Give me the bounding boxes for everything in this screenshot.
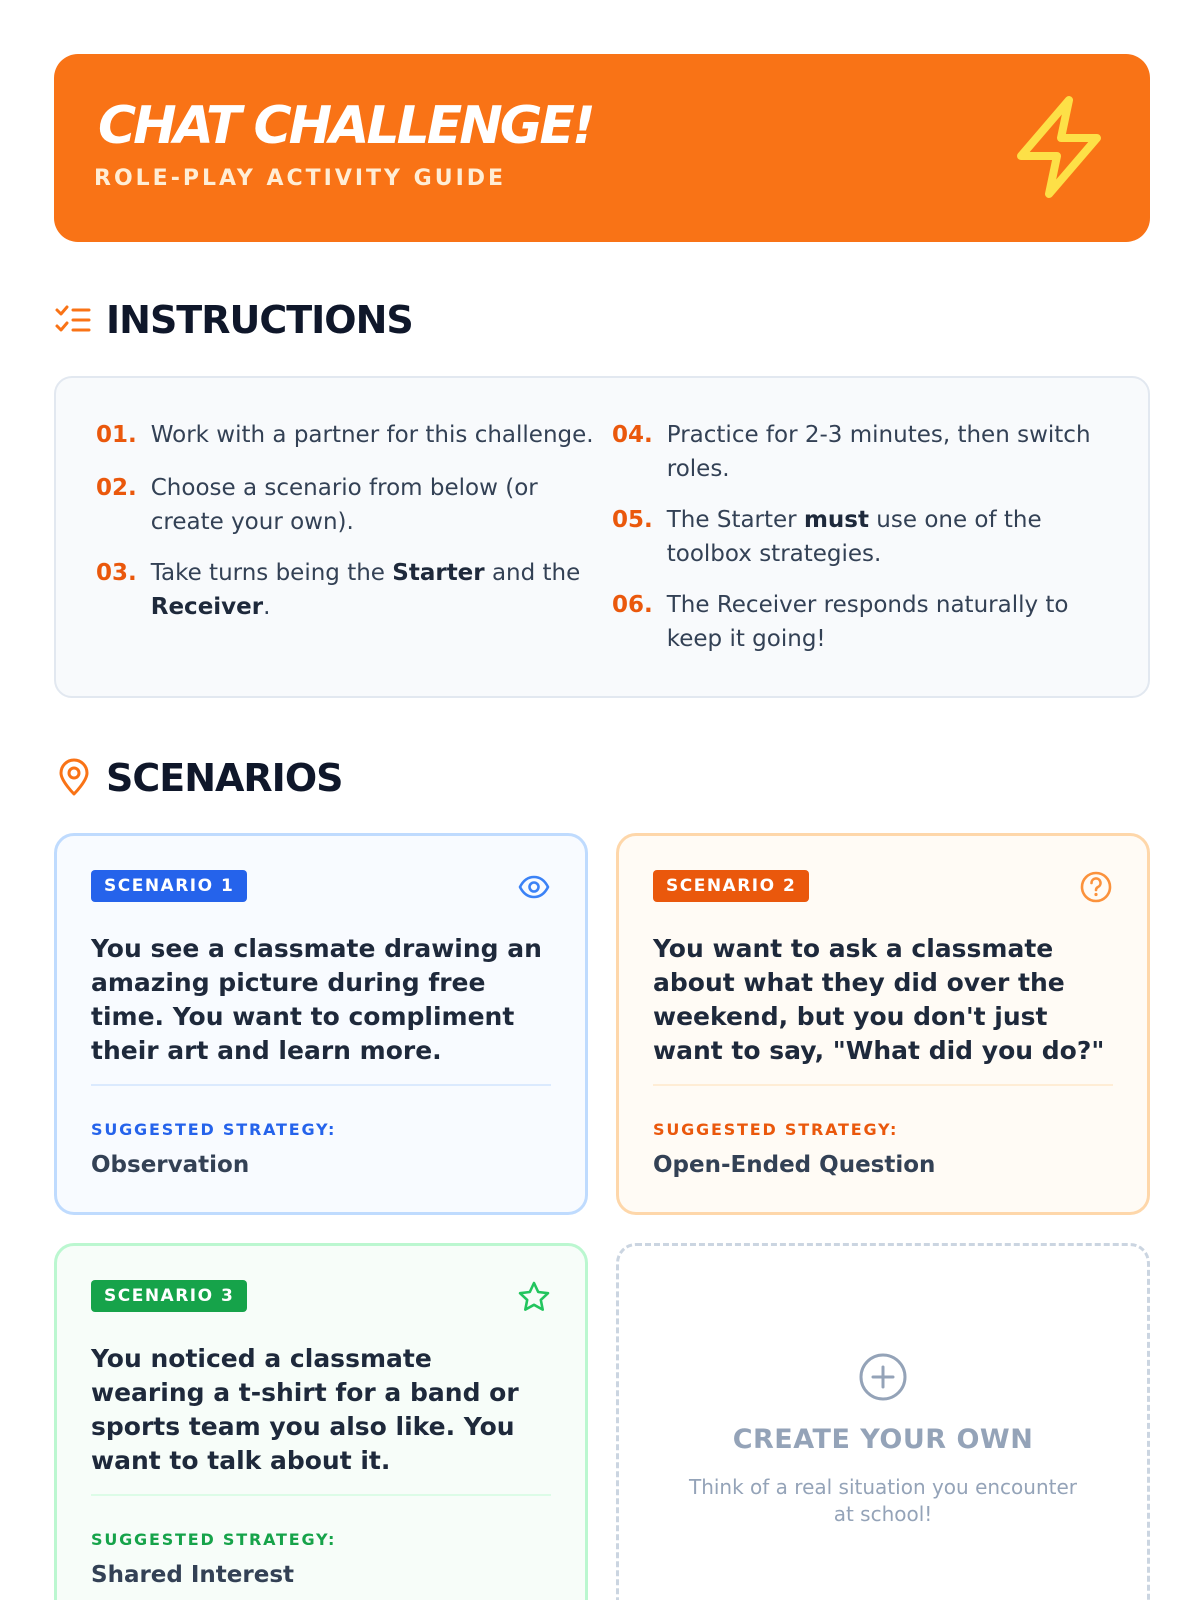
instructions-box xyxy=(54,376,1150,698)
step-number: 03. xyxy=(96,560,137,586)
step-text: Take turns being the Starter and the Receiver. xyxy=(150,560,581,620)
plus-circle-icon xyxy=(858,1352,908,1402)
strategy-label: SUGGESTED STRATEGY: xyxy=(91,1120,337,1139)
scenario-card-1[interactable] xyxy=(54,833,588,1215)
scenario-text: You see a classmate drawing an amazing picture during free time. You want to compliment their art and learn more. xyxy=(91,934,542,1065)
role-receiver: Receiver xyxy=(150,594,264,620)
step-number: 04. xyxy=(612,422,653,448)
instructions-title: INSTRUCTIONS xyxy=(106,298,413,342)
instruction-step xyxy=(612,588,1092,656)
scenario-text: You noticed a classmate wearing a t-shirt for a band or sports team you also like. You want to talk about it. xyxy=(91,1344,519,1475)
divider xyxy=(91,1494,551,1496)
lightning-bolt-icon xyxy=(1011,94,1107,200)
instructions-heading xyxy=(54,300,413,340)
star-icon xyxy=(517,1280,551,1314)
step-text: The Receiver responds naturally to keep it going! xyxy=(666,592,1069,652)
question-circle-icon xyxy=(1079,870,1113,904)
step-number: 05. xyxy=(612,507,653,533)
eye-icon xyxy=(517,870,551,904)
scenario-text: You want to ask a classmate about what they did over the weekend, but you don't just want to say, "What did you do?" xyxy=(653,934,1105,1065)
checklist-icon xyxy=(54,300,94,340)
divider xyxy=(91,1084,551,1086)
instruction-step xyxy=(96,418,616,452)
header-banner xyxy=(54,54,1150,242)
scenario-card-3[interactable] xyxy=(54,1243,588,1600)
step-text: Work with a partner for this challenge. xyxy=(150,422,594,448)
strategy-label: SUGGESTED STRATEGY: xyxy=(91,1530,337,1549)
step-number: 06. xyxy=(612,592,653,618)
instruction-step xyxy=(96,556,596,624)
scenarios-heading xyxy=(54,758,343,798)
step-number: 01. xyxy=(96,422,137,448)
map-pin-icon xyxy=(54,758,94,798)
strategy-value: Shared Interest xyxy=(91,1562,295,1588)
scenario-tag: SCENARIO 1 xyxy=(91,870,247,902)
create-subtitle: Think of a real situation you encounter at school! xyxy=(688,1475,1078,1526)
strategy-label: SUGGESTED STRATEGY: xyxy=(653,1120,899,1139)
scenario-card-2[interactable] xyxy=(616,833,1150,1215)
step-text: The Starter must use one of the toolbox strategies. xyxy=(666,507,1042,567)
step-text: Choose a scenario from below (or create your own). xyxy=(150,475,538,535)
strategy-value: Open-Ended Question xyxy=(653,1152,936,1178)
page-title: CHAT CHALLENGE! xyxy=(98,96,593,156)
instruction-step xyxy=(612,503,1112,571)
strategy-value: Observation xyxy=(91,1152,250,1178)
scenario-tag: SCENARIO 2 xyxy=(653,870,809,902)
page-subtitle: ROLE-PLAY ACTIVITY GUIDE xyxy=(94,166,507,191)
step-text: Practice for 2-3 minutes, then switch roles. xyxy=(666,422,1091,482)
scenarios-title: SCENARIOS xyxy=(106,756,343,800)
create-title: CREATE YOUR OWN xyxy=(732,1424,1034,1455)
step-number: 02. xyxy=(96,475,137,501)
scenario-tag: SCENARIO 3 xyxy=(91,1280,247,1312)
emphasis-must: must xyxy=(803,507,869,533)
divider xyxy=(653,1084,1113,1086)
role-starter: Starter xyxy=(392,560,485,586)
instruction-step xyxy=(612,418,1112,486)
instruction-step xyxy=(96,471,576,539)
create-your-own-card[interactable] xyxy=(616,1243,1150,1600)
